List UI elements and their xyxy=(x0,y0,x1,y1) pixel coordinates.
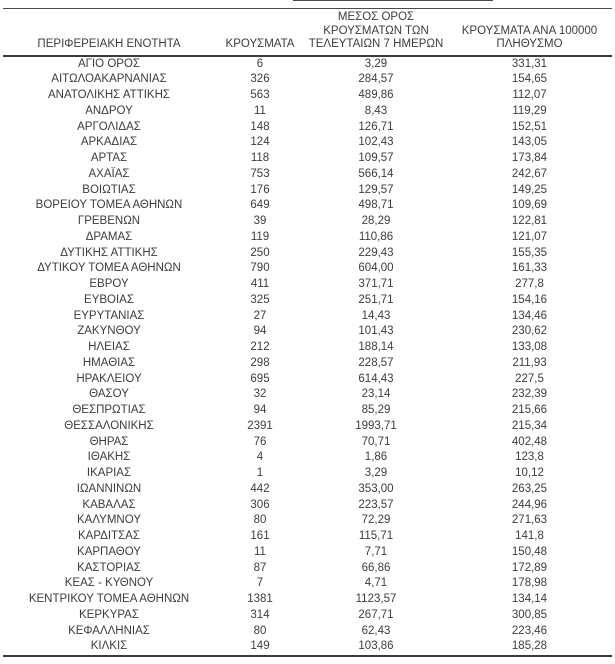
region-cell: ΓΡΕΒΕΝΩΝ xyxy=(77,215,141,227)
table-row xyxy=(3,104,612,120)
per100k-cell: 227,5 xyxy=(515,372,544,385)
per100k-cell: 244,96 xyxy=(511,498,548,511)
region-cell: ΚΑΡΔΙΤΣΑΣ xyxy=(78,530,140,542)
cases-cell: 4 xyxy=(256,451,264,464)
header-per100k-line2: ΠΛΗΘΥΣΜΟ xyxy=(496,38,563,50)
table-row xyxy=(3,167,612,183)
cases-cell: 148 xyxy=(250,120,270,133)
avg7-cell: 72,29 xyxy=(361,514,391,527)
table-row xyxy=(3,198,612,214)
region-cell: ΚΑΡΠΑΘΟΥ xyxy=(77,545,141,558)
region-cell: ΚΑΛΥΜΝΟΥ xyxy=(77,514,141,527)
cases-cell: 212 xyxy=(250,341,270,353)
avg7-cell: 3,29 xyxy=(364,467,388,479)
per100k-cell: 215,34 xyxy=(511,419,548,432)
cases-cell: 32 xyxy=(253,388,267,401)
avg7-cell: 110,86 xyxy=(358,230,394,243)
per100k-cell: 242,67 xyxy=(511,167,548,180)
region-cell: ΗΡΑΚΛΕΙΟΥ xyxy=(76,372,142,385)
per100k-cell: 232,39 xyxy=(511,388,548,401)
header-row xyxy=(3,9,612,56)
cases-cell: 149 xyxy=(250,640,270,653)
region-cell: ΚΑΣΤΟΡΙΑΣ xyxy=(77,561,141,574)
cases-cell: 94 xyxy=(253,404,267,416)
per100k-cell: 154,16 xyxy=(511,293,548,306)
table-row xyxy=(3,183,612,199)
region-cell: ΑΡΚΑΔΙΑΣ xyxy=(80,136,138,149)
per100k-cell: 178,98 xyxy=(511,577,548,590)
avg7-cell: 70,71 xyxy=(361,435,391,448)
per100k-cell: 134,46 xyxy=(511,309,548,322)
cases-cell: 326 xyxy=(250,73,270,86)
per100k-cell: 185,28 xyxy=(511,640,548,653)
avg7-cell: 85,29 xyxy=(361,404,391,416)
region-cell: ΕΒΡΟΥ xyxy=(89,278,129,290)
avg7-cell: 62,43 xyxy=(361,624,391,637)
header-region xyxy=(3,9,215,56)
region-cell: ΑΝΑΤΟΛΙΚΗΣ ΑΤΤΙΚΗΣ xyxy=(47,89,170,101)
cases-cell: 7 xyxy=(256,577,264,590)
avg7-cell: 1123,57 xyxy=(355,593,397,605)
table-row xyxy=(3,56,612,73)
avg7-cell: 223,57 xyxy=(358,498,394,511)
per100k-cell: 173,84 xyxy=(511,152,548,164)
region-cell: ΚΕΡΚΥΡΑΣ xyxy=(79,608,139,621)
avg7-cell: 604,00 xyxy=(358,262,394,275)
table-row xyxy=(3,230,612,246)
avg7-cell: 267,71 xyxy=(358,608,394,621)
cases-cell: 11 xyxy=(254,545,266,558)
region-cell: ΚΕΦΑΛΛΗΝΙΑΣ xyxy=(68,624,150,637)
per100k-cell: 141,8 xyxy=(515,530,544,542)
region-cell: ΒΟΡΕΙΟΥ ΤΟΜΕΑ ΑΘΗΝΩΝ xyxy=(35,199,183,212)
per100k-cell: 119,29 xyxy=(512,104,547,117)
table-row xyxy=(3,482,612,498)
region-cell: ΘΑΣΟΥ xyxy=(89,388,129,401)
avg7-cell: 3,29 xyxy=(364,57,388,70)
header-cases-label: ΚΡΟΥΣΜΑΤΑ xyxy=(225,38,295,50)
cases-table xyxy=(3,8,612,657)
per100k-cell: 277,8 xyxy=(515,278,544,290)
table-row xyxy=(3,561,612,577)
table-row xyxy=(3,372,612,388)
avg7-cell: 251,71 xyxy=(358,293,394,306)
region-cell: ΑΙΤΩΛΟΑΚΑΡΝΑΝΙΑΣ xyxy=(51,73,167,86)
table-row xyxy=(3,135,612,151)
region-cell: ΘΗΡΑΣ xyxy=(89,435,129,448)
table-row xyxy=(3,261,612,277)
table-row xyxy=(3,624,612,640)
avg7-cell: 126,71 xyxy=(358,120,394,133)
per100k-cell: 271,63 xyxy=(511,514,548,527)
cases-cell: 695 xyxy=(250,372,270,385)
region-cell: ΙΘΑΚΗΣ xyxy=(87,451,131,464)
avg7-cell: 23,14 xyxy=(361,388,391,401)
avg7-cell: 614,43 xyxy=(358,372,394,385)
header-avg7-line1: ΜΕΣΟΣ ΟΡΟΣ xyxy=(337,11,415,23)
region-cell: ΚΕΑΣ - ΚΥΘΝΟΥ xyxy=(64,577,154,590)
per100k-cell: 10,12 xyxy=(515,467,544,479)
table-row xyxy=(3,356,612,372)
cases-cell: 80 xyxy=(253,624,267,637)
per100k-cell: 109,69 xyxy=(511,199,548,212)
cases-cell: 306 xyxy=(250,498,270,511)
header-avg7-line2: ΚΡΟΥΣΜΑΤΩΝ ΤΩΝ xyxy=(323,24,429,37)
region-cell: ΑΝΔΡΟΥ xyxy=(85,104,133,117)
avg7-cell: 489,86 xyxy=(358,89,394,101)
cases-cell: 411 xyxy=(250,278,270,290)
per100k-cell: 122,81 xyxy=(511,215,548,227)
region-cell: ΗΛΕΙΑΣ xyxy=(88,341,130,353)
region-cell: ΒΟΙΩΤΙΑΣ xyxy=(82,183,136,196)
region-cell: ΗΜΑΘΙΑΣ xyxy=(82,356,136,369)
header-avg7 xyxy=(305,9,447,56)
table-row xyxy=(3,639,612,656)
table-row xyxy=(3,592,612,608)
table-row xyxy=(3,293,612,309)
table-row xyxy=(3,545,612,561)
avg7-cell: 115,71 xyxy=(358,530,394,542)
region-cell: ΑΡΤΑΣ xyxy=(90,152,128,164)
table-row xyxy=(3,309,612,325)
header-per100k xyxy=(447,9,612,56)
table-row xyxy=(3,88,612,104)
per100k-cell: 215,66 xyxy=(511,404,548,416)
per100k-cell: 149,25 xyxy=(511,183,548,196)
table-row xyxy=(3,214,612,230)
per100k-cell: 331,31 xyxy=(511,57,548,70)
avg7-cell: 566,14 xyxy=(358,167,394,180)
cases-cell: 11 xyxy=(254,104,266,117)
avg7-cell: 28,29 xyxy=(361,215,391,227)
avg7-cell: 228,57 xyxy=(358,356,394,369)
cases-cell: 118 xyxy=(250,152,270,164)
avg7-cell: 129,57 xyxy=(358,183,394,196)
cases-cell: 176 xyxy=(250,183,270,196)
cases-cell: 27 xyxy=(253,309,267,322)
region-cell: ΖΑΚΥΝΘΟΥ xyxy=(77,325,141,338)
cases-cell: 39 xyxy=(253,215,267,227)
cases-cell: 649 xyxy=(250,199,270,212)
cases-cell: 563 xyxy=(250,89,270,101)
region-cell: ΙΩΑΝΝΙΝΩΝ xyxy=(76,482,142,495)
cases-cell: 442 xyxy=(250,482,270,495)
cases-cell: 2391 xyxy=(247,419,273,432)
header-per100k-line1: ΚΡΟΥΣΜΑΤΑ ΑΝΑ 100000 xyxy=(461,24,598,37)
header-cases xyxy=(215,9,305,56)
avg7-cell: 66,86 xyxy=(361,561,391,574)
cases-cell: 161 xyxy=(250,530,270,542)
per100k-cell: 402,48 xyxy=(511,435,548,448)
cases-cell: 298 xyxy=(250,356,270,369)
region-cell: ΑΓΙΟ ΟΡΟΣ xyxy=(77,57,140,70)
avg7-cell: 8,43 xyxy=(364,104,388,117)
region-cell: ΔΡΑΜΑΣ xyxy=(85,230,133,243)
table-row xyxy=(3,450,612,466)
avg7-cell: 371,71 xyxy=(358,278,394,290)
avg7-cell: 14,43 xyxy=(361,309,391,322)
cases-cell: 250 xyxy=(250,246,270,259)
avg7-cell: 353,00 xyxy=(358,482,394,495)
avg7-cell: 101,43 xyxy=(358,325,394,338)
cases-cell: 314 xyxy=(250,608,270,621)
per100k-cell: 223,46 xyxy=(511,624,548,637)
table-row xyxy=(3,387,612,403)
cases-cell: 80 xyxy=(253,514,267,527)
table-row xyxy=(3,151,612,167)
per100k-cell: 123,8 xyxy=(515,451,544,464)
table-row xyxy=(3,120,612,136)
region-cell: ΘΕΣΣΑΛΟΝΙΚΗΣ xyxy=(64,419,154,432)
per100k-cell: 211,93 xyxy=(512,356,547,369)
avg7-cell: 188,14 xyxy=(358,341,394,353)
table-row xyxy=(3,340,612,356)
avg7-cell: 7,71 xyxy=(364,545,388,558)
table-row xyxy=(3,419,612,435)
per100k-cell: 150,48 xyxy=(511,545,548,558)
per100k-cell: 143,05 xyxy=(511,136,548,149)
avg7-cell: 103,86 xyxy=(358,640,394,653)
header-avg7-line3: ΤΕΛΕΥΤΑΙΩΝ 7 ΗΜΕΡΩΝ xyxy=(308,38,444,50)
avg7-cell: 229,43 xyxy=(358,246,394,259)
cases-cell: 87 xyxy=(253,561,267,574)
region-cell: ΚΙΛΚΙΣ xyxy=(90,640,128,653)
region-cell: ΕΥΡΥΤΑΝΙΑΣ xyxy=(73,309,145,322)
avg7-cell: 109,57 xyxy=(358,152,394,164)
region-cell: ΚΑΒΑΛΑΣ xyxy=(82,498,136,511)
region-cell: ΑΧΑΪΑΣ xyxy=(88,167,130,180)
region-cell: ΙΚΑΡΙΑΣ xyxy=(86,467,132,479)
table-row xyxy=(3,576,612,592)
per100k-cell: 134,14 xyxy=(511,593,548,605)
per100k-cell: 121,07 xyxy=(511,230,548,243)
cases-cell: 6 xyxy=(256,57,264,70)
per100k-cell: 263,25 xyxy=(511,482,548,495)
table-row xyxy=(3,277,612,293)
per100k-cell: 172,89 xyxy=(511,561,548,574)
table-header xyxy=(3,9,612,56)
region-cell: ΑΡΓΟΛΙΔΑΣ xyxy=(77,120,141,133)
cases-cell: 76 xyxy=(253,435,267,448)
table-row xyxy=(3,513,612,529)
table-row xyxy=(3,608,612,624)
avg7-cell: 102,43 xyxy=(358,136,394,149)
top-partial-border xyxy=(293,0,493,1)
region-cell: ΕΥΒΟΙΑΣ xyxy=(84,293,134,306)
per100k-cell: 133,08 xyxy=(511,341,548,353)
cases-cell: 790 xyxy=(250,262,270,275)
table-body xyxy=(3,56,612,657)
avg7-cell: 1993,71 xyxy=(355,419,397,432)
avg7-cell: 4,71 xyxy=(364,577,388,590)
region-cell: ΘΕΣΠΡΩΤΙΑΣ xyxy=(72,404,146,416)
per100k-cell: 161,33 xyxy=(511,262,548,275)
table-row xyxy=(3,498,612,514)
per100k-cell: 155,35 xyxy=(511,246,548,259)
cases-cell: 753 xyxy=(250,167,270,180)
cases-cell: 1 xyxy=(256,467,264,479)
table-row xyxy=(3,435,612,451)
cases-cell: 1381 xyxy=(247,593,273,605)
per100k-cell: 112,07 xyxy=(512,89,547,101)
cases-cell: 119 xyxy=(250,230,270,243)
table-row xyxy=(3,466,612,482)
avg7-cell: 1,86 xyxy=(364,451,388,464)
cases-cell: 325 xyxy=(250,293,270,306)
region-cell: ΔΥΤΙΚΟΥ ΤΟΜΕΑ ΑΘΗΝΩΝ xyxy=(37,262,181,275)
table-row xyxy=(3,246,612,262)
cases-cell: 124 xyxy=(250,136,270,149)
region-cell: ΚΕΝΤΡΙΚΟΥ ΤΟΜΕΑ ΑΘΗΝΩΝ xyxy=(28,593,190,605)
table-row xyxy=(3,72,612,88)
header-region-label: ΠΕΡΙΦΕΡΕΙΑΚΗ ΕΝΟΤΗΤΑ xyxy=(37,38,181,50)
per100k-cell: 230,62 xyxy=(511,325,548,338)
table-row xyxy=(3,403,612,419)
cases-cell: 94 xyxy=(253,325,267,338)
avg7-cell: 498,71 xyxy=(358,199,394,212)
avg7-cell: 284,57 xyxy=(358,73,394,86)
per100k-cell: 152,51 xyxy=(511,120,548,133)
region-cell: ΔΥΤΙΚΗΣ ΑΤΤΙΚΗΣ xyxy=(60,246,158,259)
table-row xyxy=(3,529,612,545)
table-row xyxy=(3,324,612,340)
per100k-cell: 300,85 xyxy=(511,608,548,621)
per100k-cell: 154,65 xyxy=(511,73,548,86)
